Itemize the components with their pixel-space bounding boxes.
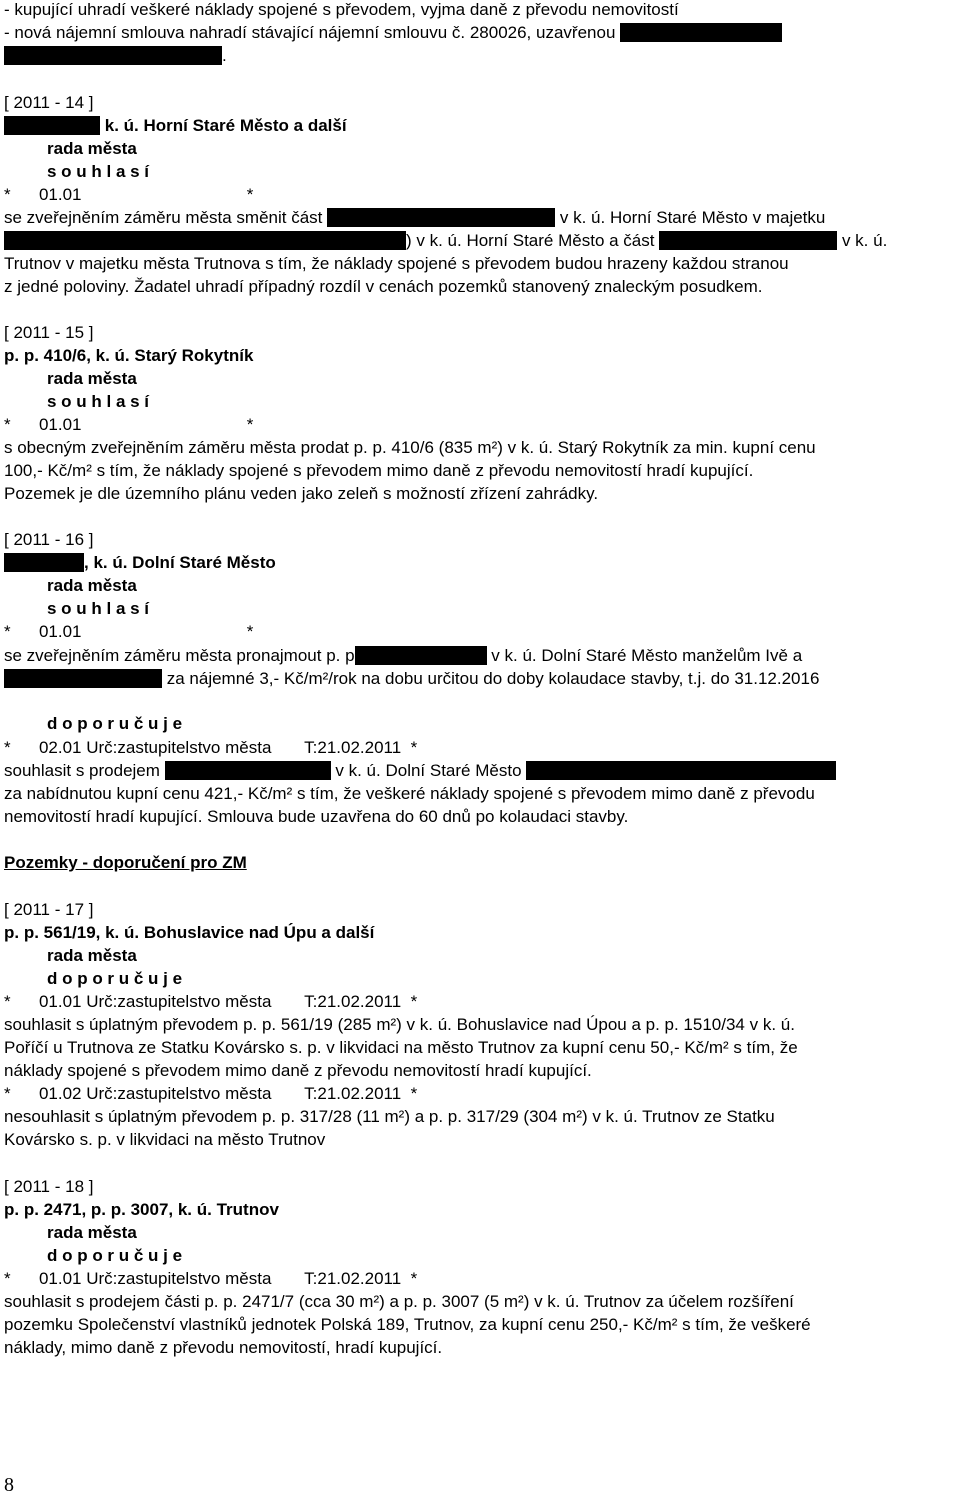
resolution-number: * 01.01 *	[4, 185, 254, 204]
resolution-ref: [ 2011 - 14 ]	[4, 93, 94, 112]
text-line: za nabídnutou kupní cenu 421,- Kč/m² s tím, že veškeré náklady spojené s převodem mimo daně z převodu	[4, 784, 815, 803]
redaction-block	[165, 761, 331, 780]
text-line: - kupující uhradí veškeré náklady spojené s převodem, vyjma daně z převodu nemovitostí	[4, 0, 679, 19]
page-number: 8	[4, 1474, 14, 1496]
resolution-heading	[4, 553, 276, 573]
council-label: rada města	[47, 576, 137, 595]
text-line: s obecným zveřejněním záměru města prodat p. p. 410/6 (835 m²) v k. ú. Starý Rokytník za min. kupní cenu	[4, 438, 816, 457]
text-line: Pozemek je dle územního plánu veden jako zeleň s možností zřízení zahrádky.	[4, 484, 599, 503]
verb-label: s o u h l a s í	[47, 392, 150, 411]
council-label: rada města	[47, 369, 137, 388]
redaction-block	[526, 761, 836, 780]
redaction-block	[659, 231, 837, 250]
resolution-number: * 01.01 *	[4, 415, 254, 434]
text-line: nesouhlasit s úplatným převodem p. p. 317/28 (11 m²) a p. p. 317/29 (304 m²) v k. ú. Trutnov ze Statku	[4, 1107, 775, 1126]
text-fragment: se zveřejněním záměru města pronajmout p. p	[4, 646, 355, 665]
resolution-number: * 01.01 Urč:zastupitelstvo města T:21.02.2011 *	[4, 1269, 418, 1288]
resolution-ref: [ 2011 - 15 ]	[4, 323, 94, 342]
redaction-block	[4, 116, 100, 135]
text-fragment: v k. ú.	[841, 231, 888, 250]
verb-label: s o u h l a s í	[47, 599, 150, 618]
text-line	[4, 208, 825, 228]
text-line: pozemku Společenství vlastníků jednotek Polská 189, Trutnov, za kupní cenu 250,- Kč/m² s tím, že veškeré	[4, 1315, 811, 1334]
resolution-heading: p. p. 561/19, k. ú. Bohuslavice nad Úpu a další	[4, 923, 375, 942]
text-line: Poříčí u Trutnova ze Statku Kovársko s. p. v likvidaci na město Trutnov za kupní cenu 50,- Kč/m² s tím, že	[4, 1038, 798, 1057]
text-fragment: se zveřejněním záměru města směnit část	[4, 208, 323, 227]
text-line	[4, 669, 819, 689]
heading-text: , k. ú. Dolní Staré Město	[84, 553, 276, 572]
council-label: rada města	[47, 1223, 137, 1242]
heading-text: k. ú. Horní Staré Město a další	[104, 116, 347, 135]
redaction-block	[4, 231, 406, 250]
text-fragment: za nájemné 3,- Kč/m²/rok na dobu určitou do doby kolaudace stavby, t.j. do 31.12.2016	[166, 669, 820, 688]
text-line	[4, 646, 802, 666]
text-line	[4, 761, 836, 781]
redaction-block	[620, 23, 782, 42]
resolution-number: * 01.01 Urč:zastupitelstvo města T:21.02.2011 *	[4, 992, 418, 1011]
resolution-ref: [ 2011 - 17 ]	[4, 900, 94, 919]
resolution-heading	[4, 116, 347, 136]
text-line: 100,- Kč/m² s tím, že náklady spojené s převodem mimo daně z převodu nemovitostí hradí kupující.	[4, 461, 754, 480]
text-line: náklady spojené s převodem mimo daně z převodu nemovitostí hradí kupující.	[4, 1061, 592, 1080]
resolution-heading: p. p. 410/6, k. ú. Starý Rokytník	[4, 346, 254, 365]
resolution-number: * 01.01 *	[4, 622, 254, 641]
redaction-block	[4, 669, 162, 688]
council-label: rada města	[47, 139, 137, 158]
resolution-ref: [ 2011 - 18 ]	[4, 1177, 94, 1196]
text-line: souhlasit s prodejem části p. p. 2471/7 (cca 30 m²) a p. p. 3007 (5 m²) v k. ú. Trutnov za účelem rozšíření	[4, 1292, 794, 1311]
section-title: Pozemky - doporučení pro ZM	[4, 853, 247, 872]
redaction-block	[327, 208, 555, 227]
redaction-block	[4, 46, 222, 65]
verb-label: s o u h l a s í	[47, 162, 150, 181]
text-fragment: souhlasit s prodejem	[4, 761, 160, 780]
text-line: Kovársko s. p. v likvidaci na město Trutnov	[4, 1130, 326, 1149]
text-fragment: v k. ú. Dolní Staré Město manželům Ivě a	[491, 646, 803, 665]
text-fragment: - nová nájemní smlouva nahradí stávající nájemní smlouvu č. 280026, uzavřenou	[4, 23, 616, 42]
text-line: Trutnov v majetku města Trutnova s tím, že náklady spojené s převodem budou hrazeny každou stranou	[4, 254, 789, 273]
verb-label: d o p o r u č u j e	[47, 969, 183, 988]
text-fragment: ) v k. ú. Horní Staré Město a část	[406, 231, 655, 250]
text-fragment: v k. ú. Horní Staré Město v majetku	[559, 208, 826, 227]
redaction-block	[355, 646, 487, 665]
text-line: nemovitostí hradí kupující. Smlouva bude uzavřena do 60 dnů po kolaudaci stavby.	[4, 807, 629, 826]
redaction-block	[4, 553, 84, 572]
text-fragment: v k. ú. Dolní Staré Město	[335, 761, 522, 780]
resolution-ref: [ 2011 - 16 ]	[4, 530, 94, 549]
text-line	[4, 46, 227, 66]
text-line	[4, 231, 887, 251]
text-line: z jedné poloviny. Žadatel uhradí případný rozdíl v cenách pozemků stanovený znaleckým posudkem.	[4, 277, 763, 296]
council-label: rada města	[47, 946, 137, 965]
resolution-heading: p. p. 2471, p. p. 3007, k. ú. Trutnov	[4, 1200, 279, 1219]
text-fragment: .	[222, 46, 227, 65]
verb-label: d o p o r u č u j e	[47, 1246, 183, 1265]
resolution-number: * 01.02 Urč:zastupitelstvo města T:21.02.2011 *	[4, 1084, 418, 1103]
text-line: náklady, mimo daně z převodu nemovitostí, hradí kupující.	[4, 1338, 443, 1357]
verb-label: d o p o r u č u j e	[47, 714, 183, 733]
resolution-number: * 02.01 Urč:zastupitelstvo města T:21.02.2011 *	[4, 738, 418, 757]
text-line: souhlasit s úplatným převodem p. p. 561/19 (285 m²) v k. ú. Bohuslavice nad Úpou a p. p. 1510/34 v k. ú.	[4, 1015, 795, 1034]
text-line	[4, 23, 782, 43]
